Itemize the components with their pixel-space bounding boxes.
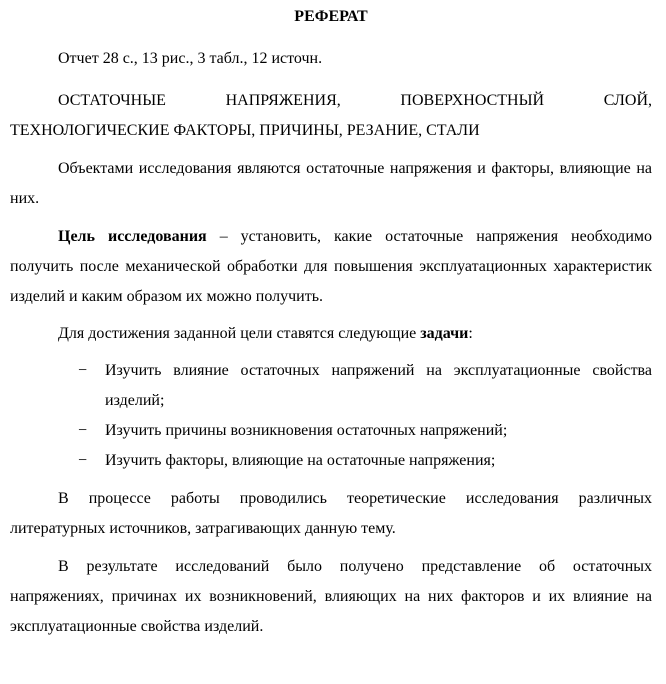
page-title: РЕФЕРАТ: [294, 8, 368, 25]
process-paragraph: В процессе работы проводились теоретические исследования различных литературных источников, затрагивающих данную тему.: [10, 490, 652, 537]
dash-bullet: −: [78, 452, 88, 469]
report-summary: Отчет 28 с., 13 рис., 3 табл., 12 источн.: [58, 50, 323, 67]
tasks-list: [10, 356, 652, 476]
list-item: [10, 416, 652, 446]
result-paragraph: В результате исследований было получено представление об остаточных напряжениях, причинах их возникновений, влияющих на них факторов и их влияние на эксплуатационные свойства изделий.: [10, 558, 652, 635]
tasks-intro-text: Для достижения заданной цели ставятся следующие: [58, 325, 421, 342]
list-item-text: Изучить влияние остаточных напряжений на эксплуатационные свойства изделий;: [105, 362, 652, 409]
keywords-line-1: ОСТАТОЧНЫЕ НАПРЯЖЕНИЯ, ПОВЕРХНОСТНЫЙ СЛОЙ,: [58, 92, 652, 109]
list-item-text: Изучить факторы, влияющие на остаточные напряжения;: [105, 452, 496, 469]
keywords-line-2: ТЕХНОЛОГИЧЕСКИЕ ФАКТОРЫ, ПРИЧИНЫ, РЕЗАНИЕ, СТАЛИ: [10, 122, 480, 139]
dash-bullet: −: [78, 362, 88, 379]
list-item: [10, 446, 652, 476]
keywords-paragraph: [10, 86, 652, 146]
tasks-intro-paragraph: [10, 319, 652, 349]
list-item-text: Изучить причины возникновения остаточных напряжений;: [105, 422, 508, 439]
tasks-intro-colon: :: [468, 325, 473, 342]
dash-bullet: −: [78, 422, 88, 439]
goal-paragraph: [10, 222, 652, 312]
goal-text: – установить, какие остаточные напряжения необходимо получить после механической обработки для повышения эксплуатационных характеристик изделий и каким образом их можно получить.: [10, 228, 653, 305]
tasks-intro-bold: задачи: [420, 325, 469, 342]
goal-label: Цель исследования: [58, 228, 207, 245]
document-page: [10, 0, 652, 642]
objects-paragraph: Объектами исследования являются остаточные напряжения и факторы, влияющие на них.: [10, 160, 652, 207]
list-item: [10, 356, 652, 416]
